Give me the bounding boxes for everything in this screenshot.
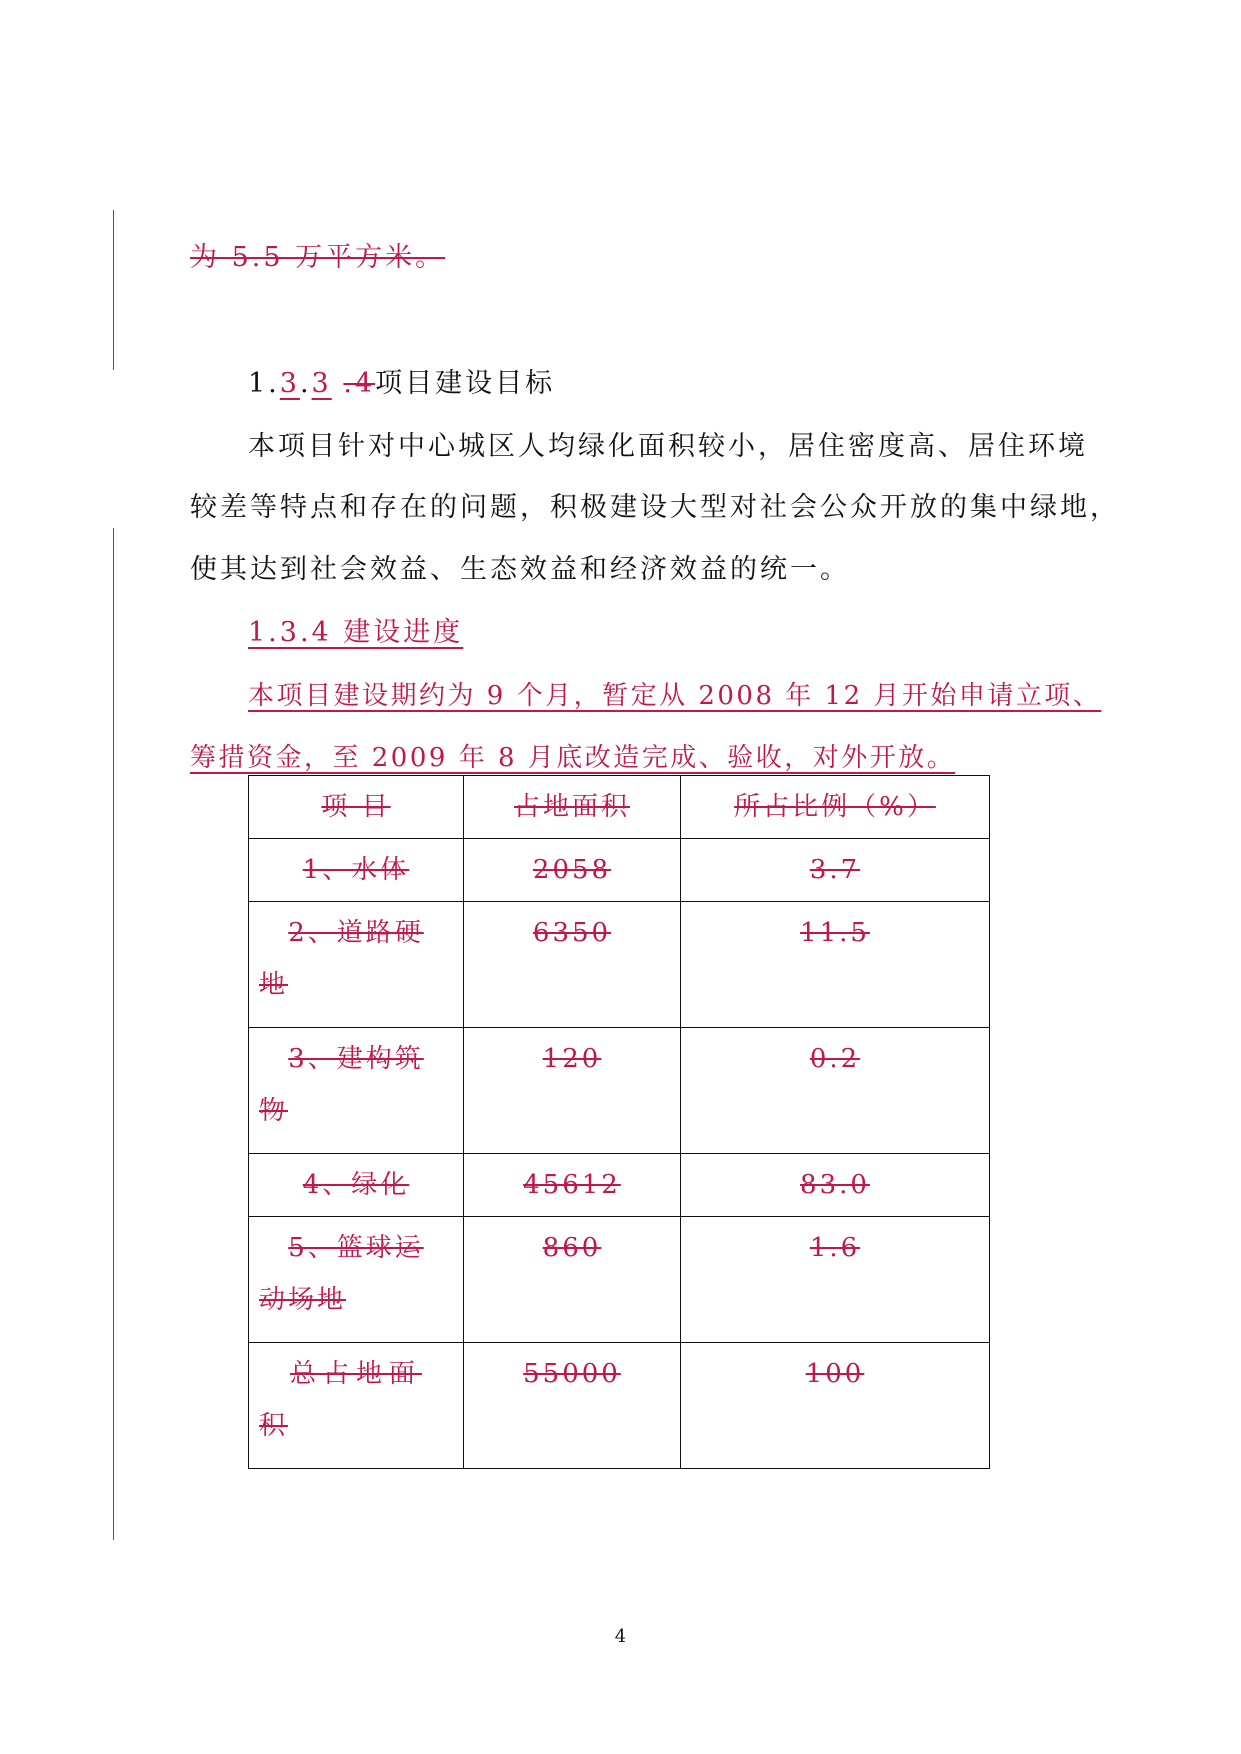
row-area: 860 [542,1233,602,1263]
inserted-paragraph-line: 筹措资金，至 2009 年 8 月底改造完成、验收，对外开放。 [190,743,956,773]
header-percent: 所占比例（%） [734,792,936,822]
row-name: 2、道路硬 [288,918,424,948]
row-name: 1、水体 [302,855,410,885]
row-percent: 100 [805,1359,865,1389]
land-use-table [248,775,990,1469]
row-percent: 3.7 [809,855,861,885]
row-percent: 1.6 [809,1233,861,1263]
header-area: 占地面积 [513,792,630,822]
row-name: 3、建构筑 [288,1044,424,1074]
change-bar [113,210,114,370]
heading-deleted-number: .4 [343,368,376,399]
section-heading [248,367,555,401]
inserted-heading: 1.3.4 建设进度 [248,617,464,648]
heading-title: 项目建设目标 [375,368,556,399]
paragraph-line: 本项目针对中心城区人均绿化面积较小，居住密度高、居住环境 [248,431,1088,462]
row-percent: 11.5 [800,918,870,948]
table-row [249,902,990,1028]
row-area: 45612 [523,1170,621,1200]
heading-inserted-number: 3 [311,368,332,399]
heading-dot: . [299,368,312,399]
row-name-continued: 积 [259,1411,289,1441]
row-area: 2058 [532,855,612,885]
table-row [249,1217,990,1343]
heading-inserted-number: 3 [279,368,300,399]
row-percent: 83.0 [800,1170,870,1200]
row-area: 6350 [532,918,612,948]
table-row [249,1343,990,1469]
row-name-continued: 地 [259,970,289,1000]
paragraph-line: 使其达到社会效益、生态效益和经济效益的统一。 [190,554,850,585]
row-name: 4、绿化 [302,1170,410,1200]
row-area: 120 [542,1044,602,1074]
paragraph-line: 较差等特点和存在的问题，积极建设大型对社会公众开放的集中绿地， [190,492,1120,523]
change-bar [113,528,114,1540]
header-item: 项 目 [321,792,391,822]
table-row [249,1028,990,1154]
inserted-paragraph-line: 本项目建设期约为 9 个月，暂定从 2008 年 12 月开始申请立项、 [248,681,1102,711]
row-name: 5、篮球运 [288,1233,424,1263]
table-header-row [249,776,990,839]
deleted-text-line: 为 5.5 万平方米。 [190,242,446,273]
table-row [249,1154,990,1217]
row-area: 55000 [523,1359,621,1389]
row-name: 总占地面 [289,1359,422,1389]
row-name-continued: 物 [259,1096,289,1126]
table-row [249,839,990,902]
heading-prefix: 1. [248,368,280,399]
row-name-continued: 动场地 [259,1285,347,1315]
row-percent: 0.2 [809,1044,861,1074]
page-number: 4 [614,1626,627,1647]
